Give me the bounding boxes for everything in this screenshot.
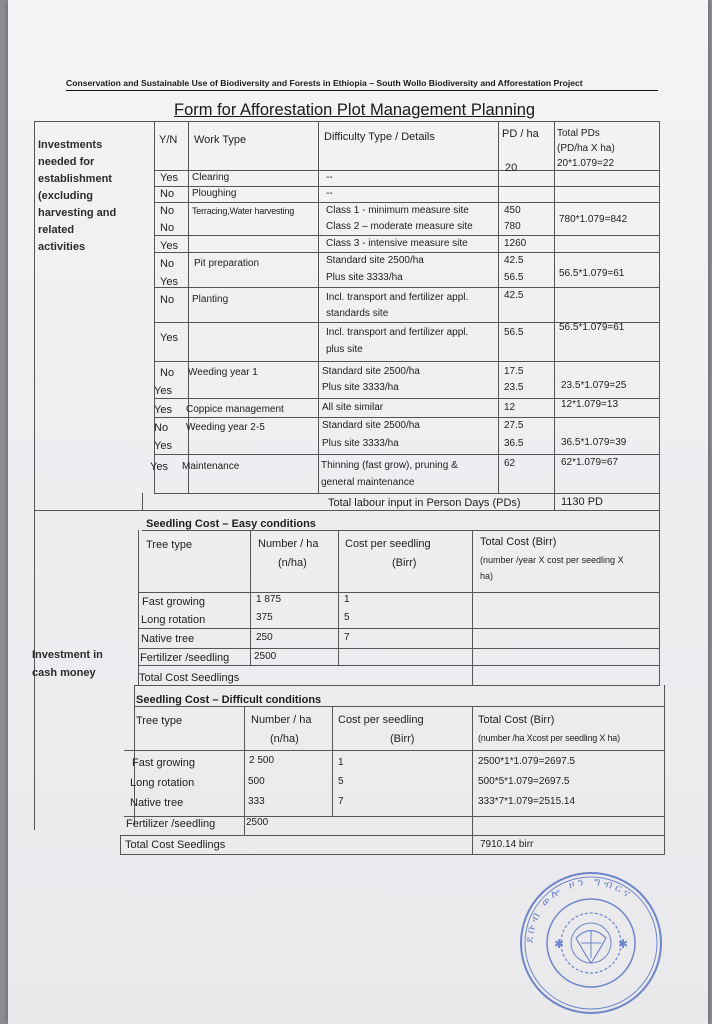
pd-value: 17.5 — [504, 366, 524, 377]
investments-side-label: Investments needed for establishment (excluding harvesting and related activities — [38, 139, 117, 253]
difficulty-detail: Thinning (fast grow), pruning & — [321, 460, 458, 471]
difficult-cost: 7 — [338, 796, 344, 807]
difficulty-detail: Incl. transport and fertilizer appl. — [326, 292, 469, 303]
pd-value: 780 — [504, 221, 521, 232]
easy-header-tree: Tree type — [146, 539, 193, 551]
difficulty-detail: Class 1 - minimum measure site — [326, 205, 469, 216]
work-type: Pit preparation — [194, 258, 260, 269]
easy-tree-type: Native tree — [141, 633, 195, 645]
easy-title: Seedling Cost – Easy conditions — [146, 518, 316, 530]
header-total-pds: Total PDs — [557, 128, 600, 139]
easy-number: 2500 — [254, 651, 277, 662]
yn-value: No — [160, 367, 175, 379]
pd-value: 42.5 — [504, 290, 524, 301]
difficult-header-total-sub: (number /ha Xcost per seedling X ha) — [478, 733, 620, 743]
yn-value: Yes — [160, 332, 178, 344]
pd-value: 62 — [504, 458, 516, 469]
pd-value: 1260 — [504, 238, 527, 249]
difficult-number: 500 — [248, 776, 265, 787]
difficulty-detail-2: plus site — [326, 344, 363, 355]
yn-value: No — [160, 205, 175, 217]
difficult-tree-type: Long rotation — [130, 777, 195, 789]
pd-value: 20 — [505, 162, 518, 174]
easy-header-total-sub2: ha) — [480, 571, 494, 581]
total-value: 56.5*1.079=61 — [559, 322, 625, 333]
work-type: Terracing,Water harvesting — [192, 206, 295, 216]
difficulty-detail: Incl. transport and fertilizer appl. — [326, 327, 469, 338]
easy-header-cost-sub: (Birr) — [392, 557, 417, 569]
difficult-header-total: Total Cost (Birr) — [478, 714, 555, 726]
difficult-number: 2 500 — [249, 755, 275, 766]
pd-value: 56.5 — [504, 272, 524, 283]
difficult-header-cost-sub: (Birr) — [390, 733, 415, 745]
yn-value: No — [160, 222, 175, 234]
pd-value: 56.5 — [504, 327, 524, 338]
easy-cost: 1 — [344, 594, 350, 605]
total-value: 56.5*1.079=61 — [559, 268, 625, 279]
header-difficulty: Difficulty Type / Details — [324, 131, 435, 143]
difficulty-detail: Standard site 2500/ha — [322, 420, 420, 431]
difficulty-detail: Class 3 - intensive measure site — [326, 238, 468, 249]
total-value: 780*1.079=842 — [559, 214, 628, 225]
work-type: Planting — [192, 294, 229, 305]
yn-value: Yes — [154, 385, 172, 397]
difficult-cost: 5 — [338, 776, 344, 787]
work-type: Coppice management — [186, 404, 284, 415]
yn-value: Yes — [150, 461, 168, 473]
yn-value: Yes — [154, 404, 172, 416]
total-value: 23.5*1.079=25 — [561, 380, 627, 391]
easy-tree-type: Fertilizer /seedling — [140, 652, 230, 664]
svg-text:✱: ✱ — [554, 937, 565, 951]
easy-cost: 5 — [344, 612, 350, 623]
document-page — [8, 0, 708, 1024]
pd-value: 23.5 — [504, 382, 524, 393]
yn-value: Yes — [160, 240, 178, 252]
easy-tree-type: Fast growing — [142, 596, 205, 608]
easy-total-label: Total Cost Seedlings — [139, 672, 240, 684]
total-value: 20*1.079=22 — [557, 158, 615, 169]
difficulty-detail: Standard site 2500/ha — [326, 255, 424, 266]
difficulty-detail: Standard site 2500/ha — [322, 366, 420, 377]
project-header: Conservation and Sustainable Use of Biodiversity and Forests in Ethiopia – South Wollo Biodiversity and Afforestation Project — [66, 78, 658, 91]
easy-number: 250 — [256, 632, 273, 643]
pd-value: 42.5 — [504, 255, 524, 266]
difficult-header-number: Number / ha — [251, 714, 312, 726]
header-yn: Y/N — [159, 134, 178, 146]
easy-number: 375 — [256, 612, 273, 623]
yn-value: Yes — [154, 440, 172, 452]
yn-value: Yes — [160, 172, 178, 184]
difficult-header-tree: Tree type — [136, 715, 183, 727]
work-type: Weeding year 1 — [188, 367, 258, 378]
difficult-total: 500*5*1.079=2697.5 — [478, 776, 570, 787]
yn-value: No — [154, 422, 169, 434]
difficult-total: 2500*1*1.079=2697.5 — [478, 756, 576, 767]
work-type: Maintenance — [182, 461, 240, 472]
difficult-number: 2500 — [246, 817, 269, 828]
difficult-title: Seedling Cost – Difficult conditions — [136, 694, 322, 706]
yn-value: Yes — [160, 276, 178, 288]
yn-value: No — [160, 188, 175, 200]
pd-value: 450 — [504, 205, 521, 216]
pd-value: 27.5 — [504, 420, 524, 431]
official-stamp-icon — [516, 868, 666, 1018]
difficult-number: 333 — [248, 796, 265, 807]
stamp-ring-text: ደቡብ ወሎ ዞን ግብርና — [522, 874, 636, 944]
easy-header-total: Total Cost (Birr) — [480, 536, 557, 548]
difficulty-detail: -- — [326, 172, 333, 183]
difficulty-detail: Plus site 3333/ha — [326, 272, 403, 283]
difficulty-detail: Plus site 3333/ha — [322, 438, 399, 449]
easy-header-cost: Cost per seedling — [345, 538, 431, 550]
difficulty-detail-2: general maintenance — [321, 477, 415, 488]
pd-value: 12 — [504, 402, 516, 413]
difficult-tree-type: Native tree — [130, 797, 184, 809]
header-work-type: Work Type — [194, 134, 247, 146]
difficult-tree-type: Fast growing — [132, 757, 195, 769]
difficulty-detail: Plus site 3333/ha — [322, 382, 399, 393]
total-value: 36.5*1.079=39 — [561, 437, 627, 448]
total-labour-value: 1130 PD — [561, 496, 603, 508]
difficult-cost: 1 — [338, 757, 344, 768]
cash-side-label: Investment in cash money — [32, 649, 103, 679]
work-type: Weeding year 2-5 — [186, 422, 265, 433]
header-total-pds-sub: (PD/ha X ha) — [557, 143, 615, 154]
easy-header-number-sub: (n/ha) — [278, 557, 307, 569]
easy-number: 1 875 — [256, 594, 282, 605]
easy-header-number: Number / ha — [258, 538, 319, 550]
easy-cost: 7 — [344, 632, 350, 643]
yn-value: No — [160, 258, 175, 270]
difficult-total-label: Total Cost Seedlings — [125, 839, 226, 851]
difficulty-detail: Class 2 – moderate measure site — [326, 221, 473, 232]
work-type: Clearing — [192, 172, 230, 183]
difficulty-detail: -- — [326, 188, 333, 199]
difficult-tree-type: Fertilizer /seedling — [126, 818, 216, 830]
difficulty-detail-2: standards site — [326, 308, 389, 319]
total-value: 62*1.079=67 — [561, 457, 619, 468]
header-pd-ha: PD / ha — [502, 128, 539, 140]
form-title: Form for Afforestation Plot Management Planning — [174, 101, 536, 119]
svg-text:✱: ✱ — [618, 937, 629, 951]
total-value: 12*1.079=13 — [561, 399, 619, 410]
difficult-total: 333*7*1.079=2515.14 — [478, 796, 576, 807]
easy-header-total-sub: (number /year X cost per seedling X — [480, 555, 624, 565]
pd-value: 36.5 — [504, 438, 524, 449]
yn-value: No — [160, 294, 175, 306]
work-type: Ploughing — [192, 188, 237, 199]
total-labour-label: Total labour input in Person Days (PDs) — [328, 497, 521, 509]
easy-tree-type: Long rotation — [141, 614, 206, 626]
difficult-header-number-sub: (n/ha) — [270, 733, 299, 745]
difficult-header-cost: Cost per seedling — [338, 714, 424, 726]
difficulty-detail: All site similar — [322, 402, 384, 413]
difficult-total-value: 7910.14 birr — [480, 839, 534, 850]
